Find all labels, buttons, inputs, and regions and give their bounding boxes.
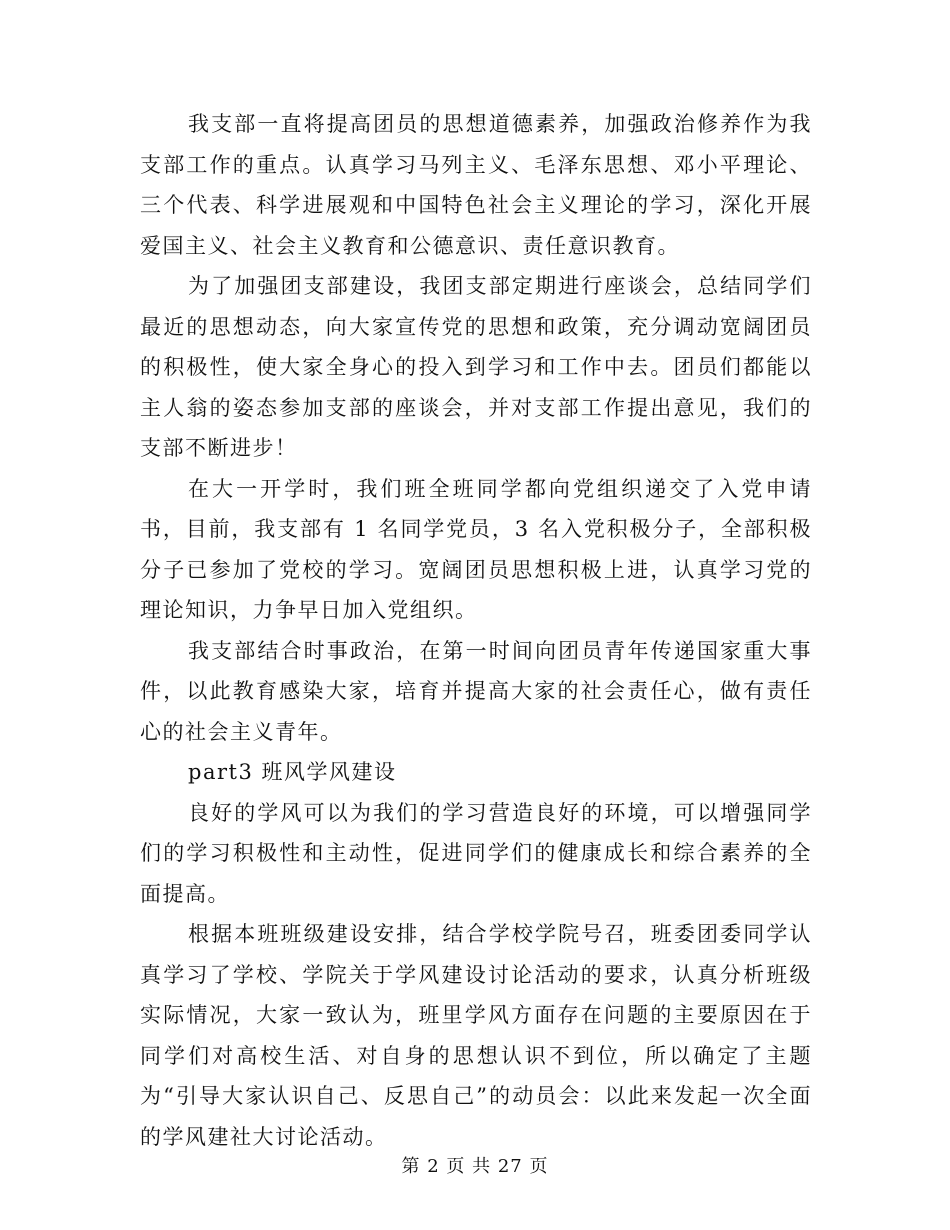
paragraph-current-affairs: 我支部结合时事政治，在第一时间向团员青年传递国家重大事件，以此教育感染大家，培育并提高大家的社会责任心，做有责任心的社会主义青年。 xyxy=(140,638,812,744)
page-footer xyxy=(0,1152,950,1178)
paragraph-party-application: 在大一开学时，我们班全班同学都向党组织递交了入党申请书，目前，我支部有 1 名同学党员，3 名入党积极分子，全部积极分子已参加了党校的学习。宽阔团员思想积极上进，认真学习党的理论知识，力争早日加入党组织。 xyxy=(140,476,812,622)
paragraph-class-plan: 根据本班班级建设安排，结合学校学院号召，班委团委同学认真学习了学校、学院关于学风建设讨论活动的要求，认真分析班级实际情况，大家一致认为，班里学风方面存在问题的主要原因在于同学们对高校生活、对自身的思想认识不到位，所以确定了主题为“引导大家认识自己、反思自己”的动员会：以此来发起一次全面的学风建社大讨论活动。 xyxy=(140,922,812,1149)
section-heading-part3: part3 班风学风建设 xyxy=(188,760,397,784)
page-number-label: 第 2 页 共 27 页 xyxy=(401,1156,549,1177)
document-body xyxy=(140,104,812,1157)
paragraph-branch-building: 为了加强团支部建设，我团支部定期进行座谈会，总结同学们最近的思想动态，向大家宣传党的思想和政策，充分调动宽阔团员的积极性，使大家全身心的投入到学习和工作中去。团员们都能以主人翁的姿态参加支部的座谈会，并对支部工作提出意见，我们的支部不断进步！ xyxy=(140,274,812,460)
paragraph-study-atmosphere: 良好的学风可以为我们的学习营造良好的环境，可以增强同学们的学习积极性和主动性，促进同学们的健康成长和综合素养的全面提高。 xyxy=(140,800,812,906)
paragraph-ideology: 我支部一直将提高团员的思想道德素养，加强政治修养作为我支部工作的重点。认真学习马列主义、毛泽东思想、邓小平理论、三个代表、科学进展观和中国特色社会主义理论的学习，深化开展爱国主义、社会主义教育和公德意识、责任意识教育。 xyxy=(140,112,812,258)
